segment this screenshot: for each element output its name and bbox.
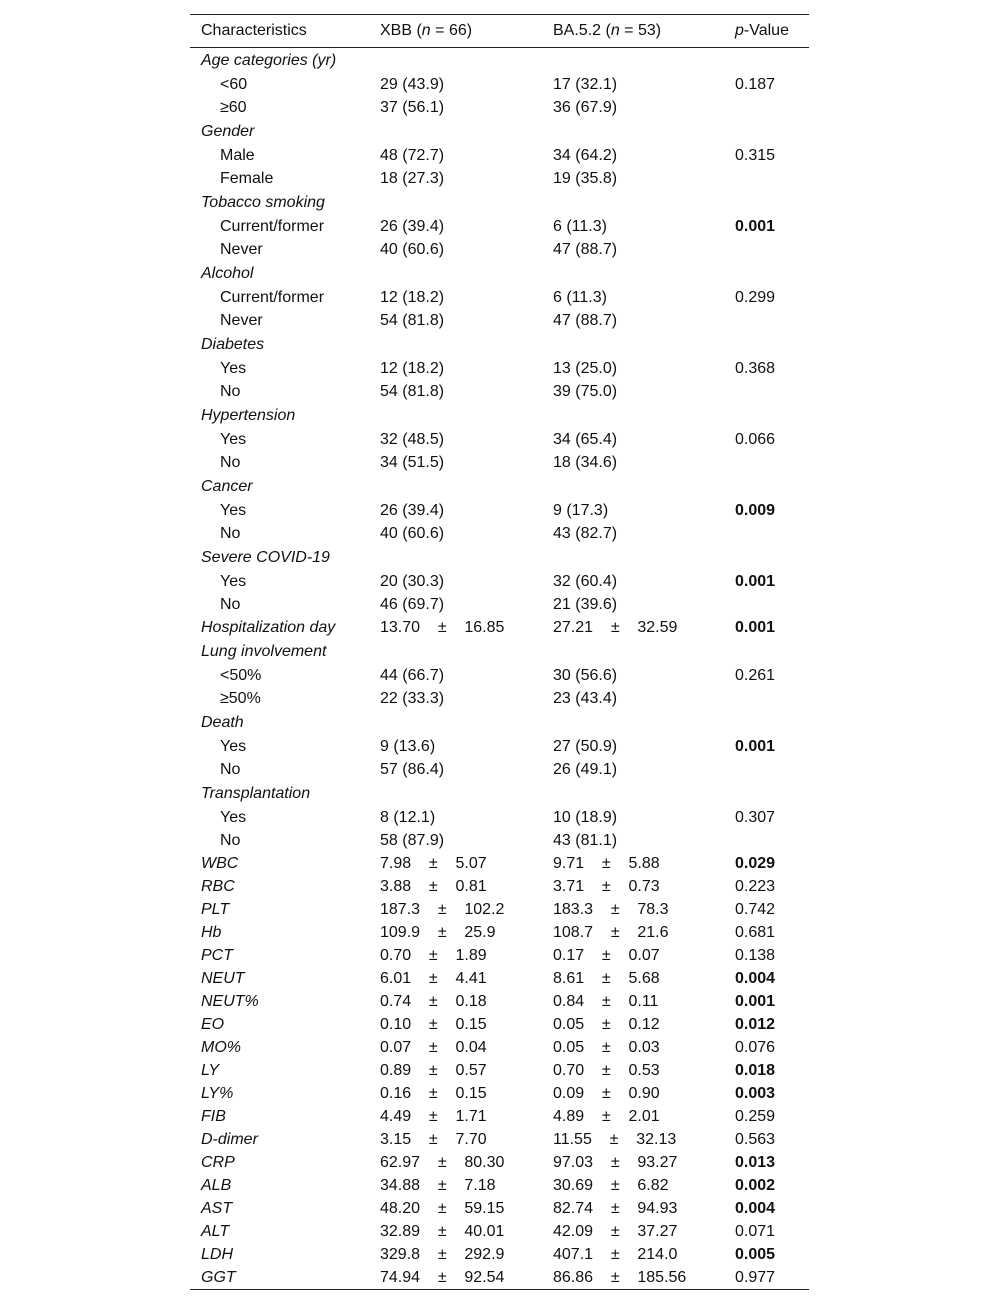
table-row: [190, 1197, 809, 1220]
xbb-value: 0.74 ± 0.18: [380, 993, 487, 1010]
p-value: 0.001: [735, 993, 776, 1010]
xbb-value: 40 (60.6): [380, 241, 445, 258]
category-label: Alcohol: [201, 265, 254, 282]
row-label: Male: [220, 147, 255, 164]
row-label: Never: [220, 312, 263, 329]
header-ba52: BA.5.2 (n = 53): [553, 22, 662, 39]
row-label: No: [220, 525, 241, 542]
ba52-value: 30 (56.6): [553, 667, 618, 684]
p-value: 0.261: [735, 667, 776, 684]
table-row: [190, 238, 809, 261]
category-row: [190, 474, 809, 499]
xbb-value: 29 (43.9): [380, 76, 445, 93]
ba52-value: 18 (34.6): [553, 454, 618, 471]
xbb-value: 74.94 ± 92.54: [380, 1269, 505, 1286]
row-label: GGT: [201, 1269, 236, 1286]
xbb-value: 22 (33.3): [380, 690, 445, 707]
p-value: 0.001: [735, 619, 776, 636]
xbb-value: 48.20 ± 59.15: [380, 1200, 505, 1217]
xbb-value: 18 (27.3): [380, 170, 445, 187]
category-label: Age categories (yr): [201, 52, 337, 69]
table-row: [190, 1036, 809, 1059]
row-label: No: [220, 454, 241, 471]
row-label: ≥60: [220, 99, 247, 116]
xbb-value: 7.98 ± 5.07: [380, 855, 487, 872]
ba52-value: 43 (82.7): [553, 525, 618, 542]
p-value: 0.013: [735, 1154, 776, 1171]
p-value: 0.001: [735, 218, 776, 235]
table-row: [190, 921, 809, 944]
ba52-value: 0.05 ± 0.12: [553, 1016, 660, 1033]
ba52-value: 9.71 ± 5.88: [553, 855, 660, 872]
table-row: [190, 616, 809, 639]
category-label: Gender: [201, 123, 255, 140]
xbb-value: 0.16 ± 0.15: [380, 1085, 487, 1102]
p-value: 0.299: [735, 289, 776, 306]
table-row: [190, 664, 809, 687]
row-label: CRP: [201, 1154, 235, 1171]
category-label: Diabetes: [201, 336, 265, 353]
header-p-value: p-Value: [735, 22, 789, 39]
table-row: [190, 967, 809, 990]
table-row: [190, 167, 809, 190]
header-xbb: XBB (n = 66): [380, 22, 473, 39]
category-label: Death: [201, 714, 244, 731]
table-row: [190, 806, 809, 829]
p-value: 0.187: [735, 76, 776, 93]
xbb-value: 109.9 ± 25.9: [380, 924, 496, 941]
table-row: [190, 758, 809, 781]
category-row: [190, 261, 809, 286]
xbb-value: 20 (30.3): [380, 573, 445, 590]
xbb-value: 3.15 ± 7.70: [380, 1131, 487, 1148]
p-value: 0.009: [735, 502, 776, 519]
table-row: [190, 593, 809, 616]
p-value: 0.001: [735, 738, 776, 755]
table-row: [190, 1059, 809, 1082]
table-row: [190, 875, 809, 898]
ba52-value: 0.70 ± 0.53: [553, 1062, 660, 1079]
row-label: FIB: [201, 1108, 226, 1125]
table-row: [190, 735, 809, 758]
p-value: 0.001: [735, 573, 776, 590]
p-value: 0.223: [735, 878, 776, 895]
table-row: [190, 380, 809, 403]
xbb-value: 0.89 ± 0.57: [380, 1062, 487, 1079]
row-label: NEUT: [201, 970, 245, 987]
xbb-value: 34 (51.5): [380, 454, 445, 471]
ba52-value: 47 (88.7): [553, 312, 618, 329]
xbb-value: 12 (18.2): [380, 289, 445, 306]
ba52-value: 42.09 ± 37.27: [553, 1223, 678, 1240]
table-row: [190, 1105, 809, 1128]
xbb-value: 13.70 ± 16.85: [380, 619, 505, 636]
table-row: [190, 898, 809, 921]
row-label: Never: [220, 241, 263, 258]
p-value: 0.977: [735, 1269, 776, 1286]
p-value: 0.076: [735, 1039, 776, 1056]
row-label: No: [220, 383, 241, 400]
category-row: [190, 332, 809, 357]
row-label: RBC: [201, 878, 235, 895]
xbb-value: 54 (81.8): [380, 383, 445, 400]
row-label: Yes: [220, 573, 247, 590]
table-header: [190, 15, 809, 48]
row-label: EO: [201, 1016, 225, 1033]
category-label: Lung involvement: [201, 643, 327, 660]
ba52-value: 34 (65.4): [553, 431, 618, 448]
p-value: 0.018: [735, 1062, 776, 1079]
row-label: Current/former: [220, 289, 325, 306]
row-label: ALB: [201, 1177, 232, 1194]
row-label: Female: [220, 170, 274, 187]
p-value: 0.307: [735, 809, 776, 826]
table-row: [190, 990, 809, 1013]
ba52-value: 0.09 ± 0.90: [553, 1085, 660, 1102]
xbb-value: 8 (12.1): [380, 809, 436, 826]
row-label: Yes: [220, 431, 247, 448]
category-row: [190, 403, 809, 428]
row-label: AST: [201, 1200, 233, 1217]
p-value: 0.005: [735, 1246, 776, 1263]
row-label: Yes: [220, 738, 247, 755]
category-row: [190, 710, 809, 735]
ba52-value: 26 (49.1): [553, 761, 618, 778]
row-label: <60: [220, 76, 248, 93]
table-row: [190, 309, 809, 332]
p-value: 0.368: [735, 360, 776, 377]
category-row: [190, 781, 809, 806]
xbb-value: 44 (66.7): [380, 667, 445, 684]
table-row: [190, 687, 809, 710]
category-label: Hypertension: [201, 407, 296, 424]
p-value: 0.315: [735, 147, 776, 164]
p-value: 0.071: [735, 1223, 776, 1240]
table-row: [190, 428, 809, 451]
table-row: [190, 499, 809, 522]
row-label: ≥50%: [220, 690, 261, 707]
row-label: Yes: [220, 360, 247, 377]
ba52-value: 8.61 ± 5.68: [553, 970, 660, 987]
category-row: [190, 48, 809, 73]
ba52-value: 108.7 ± 21.6: [553, 924, 669, 941]
xbb-value: 0.10 ± 0.15: [380, 1016, 487, 1033]
xbb-value: 0.70 ± 1.89: [380, 947, 487, 964]
ba52-value: 6 (11.3): [553, 218, 607, 235]
xbb-value: 329.8 ± 292.9: [380, 1246, 505, 1263]
p-value: 0.004: [735, 1200, 776, 1217]
ba52-value: 43 (81.1): [553, 832, 618, 849]
p-value: 0.004: [735, 970, 776, 987]
category-label: Tobacco smoking: [201, 194, 325, 211]
table-row: [190, 1266, 809, 1289]
ba52-value: 27.21 ± 32.59: [553, 619, 678, 636]
ba52-value: 3.71 ± 0.73: [553, 878, 660, 895]
category-label: Severe COVID-19: [201, 549, 330, 566]
row-label: <50%: [220, 667, 262, 684]
xbb-value: 26 (39.4): [380, 502, 445, 519]
ba52-value: 27 (50.9): [553, 738, 618, 755]
table-row: [190, 852, 809, 875]
category-row: [190, 639, 809, 664]
xbb-value: 9 (13.6): [380, 738, 436, 755]
ba52-value: 9 (17.3): [553, 502, 609, 519]
table-row: [190, 73, 809, 96]
row-label: NEUT%: [201, 993, 259, 1010]
xbb-value: 54 (81.8): [380, 312, 445, 329]
row-label: LDH: [201, 1246, 234, 1263]
row-label: D-dimer: [201, 1131, 258, 1148]
p-value: 0.138: [735, 947, 776, 964]
characteristics-table: [190, 14, 809, 1290]
table-row: [190, 357, 809, 380]
table-row: [190, 1128, 809, 1151]
table-row: [190, 144, 809, 167]
xbb-value: 57 (86.4): [380, 761, 445, 778]
ba52-value: 10 (18.9): [553, 809, 618, 826]
xbb-value: 37 (56.1): [380, 99, 445, 116]
table-body: [190, 48, 809, 1289]
ba52-value: 11.55 ± 32.13: [553, 1131, 677, 1148]
ba52-value: 0.05 ± 0.03: [553, 1039, 660, 1056]
table-row: [190, 215, 809, 238]
ba52-value: 30.69 ± 6.82: [553, 1177, 669, 1194]
ba52-value: 47 (88.7): [553, 241, 618, 258]
table-row: [190, 451, 809, 474]
xbb-value: 62.97 ± 80.30: [380, 1154, 505, 1171]
ba52-value: 407.1 ± 214.0: [553, 1246, 678, 1263]
xbb-value: 40 (60.6): [380, 525, 445, 542]
table-row: [190, 1243, 809, 1266]
ba52-value: 21 (39.6): [553, 596, 618, 613]
p-value: 0.012: [735, 1016, 776, 1033]
p-value: 0.681: [735, 924, 776, 941]
xbb-value: 34.88 ± 7.18: [380, 1177, 496, 1194]
ba52-value: 0.17 ± 0.07: [553, 947, 660, 964]
category-row: [190, 119, 809, 144]
table-row: [190, 829, 809, 852]
xbb-value: 4.49 ± 1.71: [380, 1108, 487, 1125]
row-label: Yes: [220, 502, 247, 519]
row-label: ALT: [201, 1223, 230, 1240]
table-row: [190, 96, 809, 119]
row-label: No: [220, 832, 241, 849]
xbb-value: 187.3 ± 102.2: [380, 901, 505, 918]
ba52-value: 183.3 ± 78.3: [553, 901, 669, 918]
row-label: No: [220, 596, 241, 613]
p-value: 0.563: [735, 1131, 776, 1148]
row-label: WBC: [201, 855, 239, 872]
ba52-value: 17 (32.1): [553, 76, 618, 93]
ba52-value: 34 (64.2): [553, 147, 618, 164]
table-row: [190, 1013, 809, 1036]
table-row: [190, 1220, 809, 1243]
row-label: No: [220, 761, 241, 778]
header-characteristics: Characteristics: [201, 22, 307, 39]
ba52-value: 23 (43.4): [553, 690, 618, 707]
ba52-value: 39 (75.0): [553, 383, 618, 400]
category-row: [190, 190, 809, 215]
xbb-value: 48 (72.7): [380, 147, 445, 164]
ba52-value: 86.86 ± 185.56: [553, 1269, 687, 1286]
table-row: [190, 286, 809, 309]
ba52-value: 13 (25.0): [553, 360, 618, 377]
ba52-value: 6 (11.3): [553, 289, 607, 306]
row-label: PCT: [201, 947, 233, 964]
table-row: [190, 570, 809, 593]
ba52-value: 97.03 ± 93.27: [553, 1154, 678, 1171]
table-row: [190, 1082, 809, 1105]
xbb-value: 32 (48.5): [380, 431, 445, 448]
xbb-value: 3.88 ± 0.81: [380, 878, 487, 895]
row-label: Hospitalization day: [201, 619, 336, 636]
xbb-value: 32.89 ± 40.01: [380, 1223, 505, 1240]
ba52-value: 82.74 ± 94.93: [553, 1200, 678, 1217]
ba52-value: 32 (60.4): [553, 573, 618, 590]
xbb-value: 6.01 ± 4.41: [380, 970, 487, 987]
xbb-value: 12 (18.2): [380, 360, 445, 377]
table-row: [190, 522, 809, 545]
row-label: LY: [201, 1062, 220, 1079]
row-label: Yes: [220, 809, 247, 826]
p-value: 0.259: [735, 1108, 776, 1125]
row-label: Current/former: [220, 218, 325, 235]
xbb-value: 0.07 ± 0.04: [380, 1039, 487, 1056]
p-value: 0.742: [735, 901, 776, 918]
p-value: 0.066: [735, 431, 776, 448]
row-label: PLT: [201, 901, 230, 918]
p-value: 0.002: [735, 1177, 776, 1194]
row-label: LY%: [201, 1085, 234, 1102]
xbb-value: 46 (69.7): [380, 596, 445, 613]
ba52-value: 19 (35.8): [553, 170, 618, 187]
p-value: 0.029: [735, 855, 776, 872]
row-label: MO%: [201, 1039, 241, 1056]
category-label: Transplantation: [201, 785, 311, 802]
table-row: [190, 944, 809, 967]
category-label: Cancer: [201, 478, 253, 495]
xbb-value: 58 (87.9): [380, 832, 445, 849]
xbb-value: 26 (39.4): [380, 218, 445, 235]
ba52-value: 36 (67.9): [553, 99, 618, 116]
row-label: Hb: [201, 924, 222, 941]
ba52-value: 4.89 ± 2.01: [553, 1108, 660, 1125]
category-row: [190, 545, 809, 570]
table-row: [190, 1151, 809, 1174]
p-value: 0.003: [735, 1085, 776, 1102]
table-row: [190, 1174, 809, 1197]
ba52-value: 0.84 ± 0.11: [553, 993, 659, 1010]
